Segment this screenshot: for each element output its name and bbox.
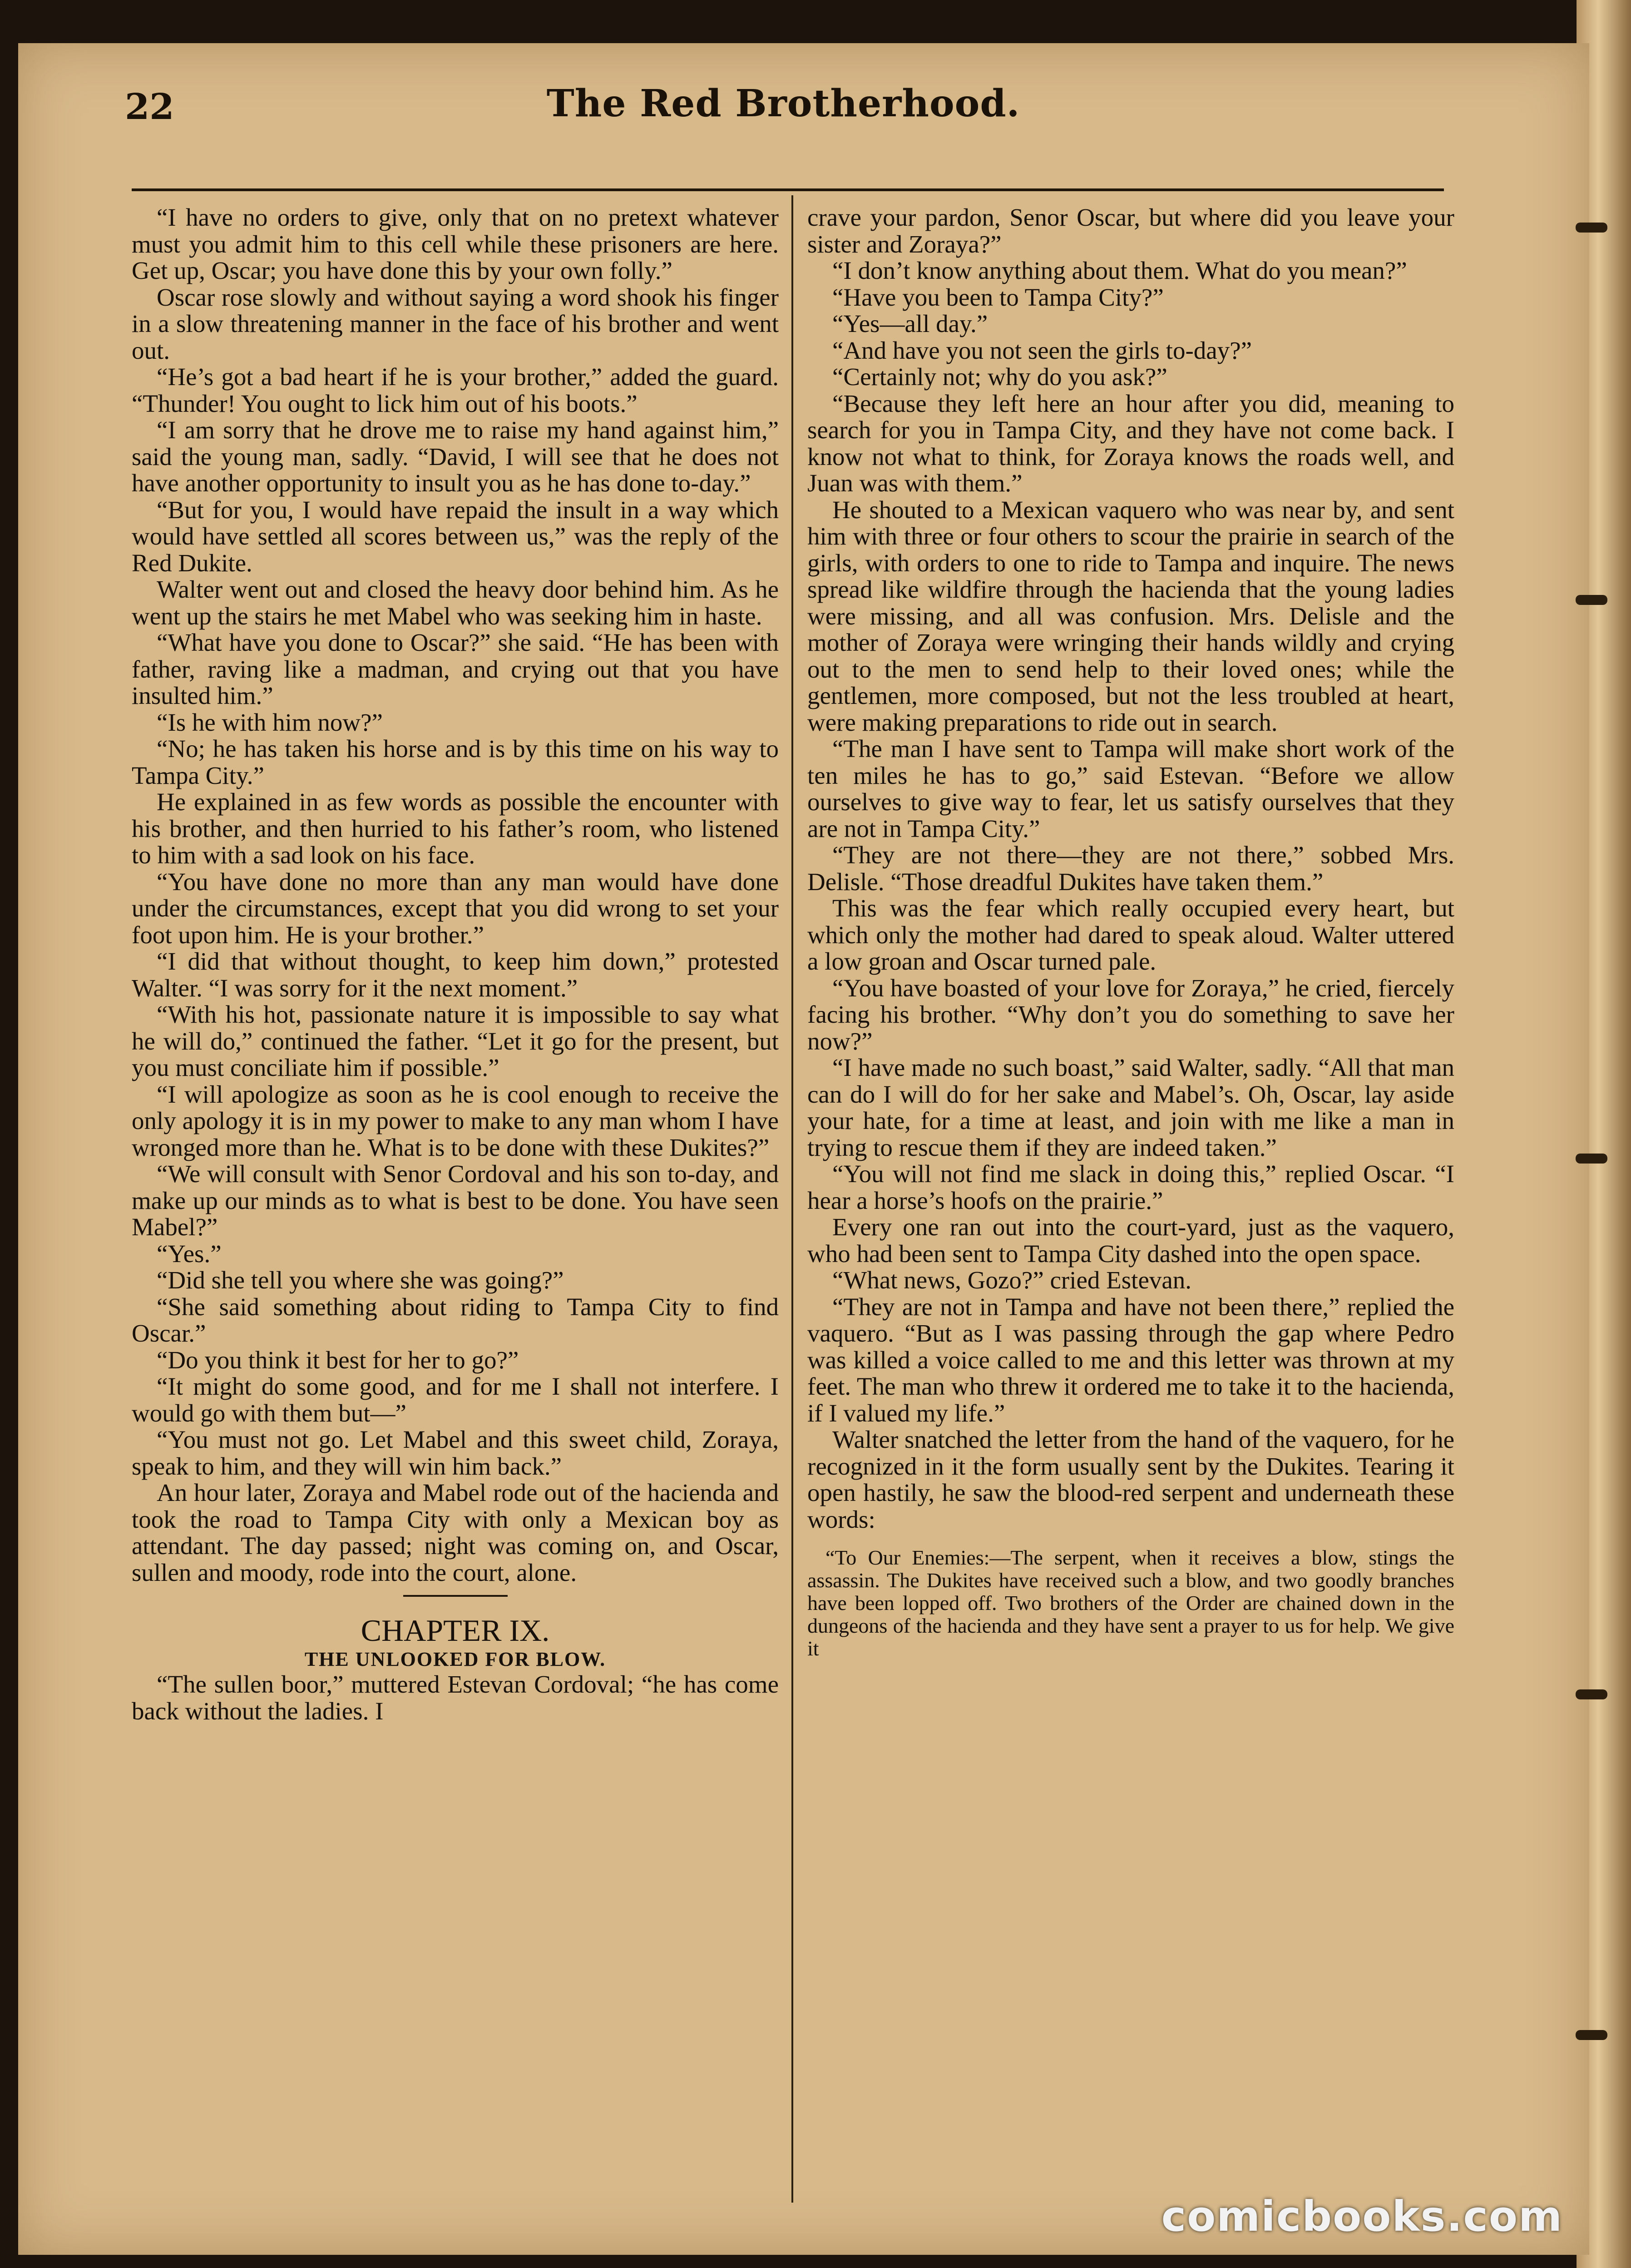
paragraph: “You have done no more than any man would have done under the circumstances, except that you did wrong to set your foot upon him. He is your brother.” — [132, 867, 779, 949]
paragraph: “But for you, I would have repaid the insult in a way which would have settled all scores between us,” was the reply of the Red Dukite. — [132, 495, 779, 577]
column-divider — [791, 195, 793, 2203]
paragraph: “We will consult with Senor Cordoval and his son to-day, and make up our minds as to what is best to be done. You have seen Mabel?” — [132, 1160, 779, 1241]
paragraph: “She said something about riding to Tampa City to find Oscar.” — [132, 1292, 779, 1347]
paragraph: “I have made no such boast,” said Walter, sadly. “All that man can do I will do for her sake and Mabel’s. Oh, Oscar, lay aside your hate, for a time at least, and join with me like a man in trying to rescue them if they are indeed taken.” — [807, 1054, 1454, 1161]
paragraph: “No; he has taken his horse and is by this time on his way to Tampa City.” — [132, 735, 779, 789]
paragraph: “Certainly not; why do you ask?” — [832, 363, 1167, 391]
paragraph: “I will apologize as soon as he is cool enough to receive the only apology it is in my power to make to any man whom I have wronged more than he. What is to be done with these Dukites?” — [132, 1080, 779, 1161]
serpent-letter — [807, 1546, 1454, 1660]
paragraph: “Yes.” — [157, 1239, 222, 1268]
paragraph: “Do you think it best for her to go?” — [157, 1346, 519, 1374]
paragraph: An hour later, Zoraya and Mabel rode out of the hacienda and took the road to Tampa City with only a Mexican boy as attendant. The day passed; night was coming on, and Oscar, sullen and moody, rode into the court, alone. — [132, 1479, 779, 1586]
binding-mark — [1576, 1154, 1607, 1164]
running-title: The Red Brotherhood. — [546, 82, 1020, 125]
paragraph: “Is he with him now?” — [157, 708, 383, 736]
paragraph: “I am sorry that he drove me to raise my hand against him,” said the young man, sadly. “David, I will see that he does not have another opportunity to insult you as he has done to-day.” — [132, 416, 779, 497]
right-column — [807, 204, 1454, 2203]
paragraph: Oscar rose slowly and without saying a word shook his finger in a slow threatening manner in the face of his brother and went out. — [132, 283, 779, 364]
paragraph: He explained in as few words as possible the encounter with his brother, and then hurried to his father’s room, who listened to him with a sad look on his face. — [132, 788, 779, 869]
left-column — [132, 204, 779, 2203]
paragraph: “You have boasted of your love for Zoraya,” he cried, fiercely facing his brother. “Why don’t you do something to save her now?” — [807, 974, 1454, 1055]
paragraph: “The man I have sent to Tampa will make short work of the ten miles he has to go,” said Estevan. “Before we allow ourselves to give way to fear, let us satisfy ourselves that they are not in Tampa City.” — [807, 735, 1454, 842]
paragraph: “You must not go. Let Mabel and this sweet child, Zoraya, speak to him, and they will win him back.” — [132, 1426, 779, 1480]
paragraph: “He’s got a bad heart if he is your brother,” added the guard. “Thunder! You ought to lick him out of his boots.” — [132, 363, 779, 417]
binding-mark — [1576, 595, 1607, 605]
page-header — [125, 82, 1442, 145]
paragraph: “I have no orders to give, only that on no pretext whatever must you admit him to this cell while these prisoners are here. Get up, Oscar; you have done this by your own folly.” — [132, 204, 779, 284]
chapter-number: CHAPTER IX. — [361, 1613, 550, 1648]
paragraph: This was the fear which really occupied every heart, but which only the mother had dared to speak aloud. Walter uttered a low groan and Oscar turned pale. — [807, 894, 1454, 975]
chapter-rule — [403, 1595, 508, 1597]
header-rule — [132, 188, 1444, 191]
paragraph: “They are not in Tampa and have not been there,” replied the vaquero. “But as I was passing through the gap where Pedro was killed a voice called to me and this letter was thrown at my feet. The man who threw it ordered me to take it to the hacienda, if I valued my life.” — [807, 1292, 1454, 1427]
paragraph: “With his hot, passionate nature it is impossible to say what he will do,” continued the father. “Let it go for the present, but you must conciliate him if possible.” — [132, 1000, 779, 1081]
paragraph: “What have you done to Oscar?” she said. “He has been with father, raving like a madman, and crying out that you have insulted him.” — [132, 629, 779, 709]
paragraph: “Have you been to Tampa City?” — [832, 283, 1164, 311]
binding-mark — [1576, 2030, 1607, 2040]
paragraph: “You will not find me slack in doing this,” replied Oscar. “I hear a horse’s hoofs on the prairie.” — [807, 1160, 1454, 1214]
paragraph: Walter snatched the letter from the hand of the vaquero, for he recognized in it the form usually sent by the Dukites. Tearing it open hastily, he saw the blood-red serpent and underneath these words: — [807, 1426, 1454, 1533]
paragraph: “Because they left here an hour after you did, meaning to search for you in Tampa City, and they have not come back. I know not what to think, for Zoraya knows the roads well, and Juan was with them.” — [807, 389, 1454, 497]
watermark: comicbooks.com — [1161, 2192, 1563, 2241]
paragraph: “What news, Gozo?” cried Estevan. — [832, 1266, 1192, 1294]
chapter-title: THE UNLOOKED FOR BLOW. — [304, 1648, 606, 1670]
letter-text: “To Our Enemies:—The serpent, when it receives a blow, stings the assassin. The Dukites have received such a blow, and two goodly branches have been lopped off. Two brothers of the Order are chained down in the dungeons of the hacienda and they have sent a prayer to us for help. We give it — [807, 1546, 1454, 1660]
paragraph: He shouted to a Mexican vaquero who was near by, and sent him with three or four others to scour the prairie in search of the girls, with orders to one to ride to Tampa and inquire. The news spread like wildfire through the hacienda that the young ladies were missing, and all was confusion. Mrs. Delisle and the mother of Zoraya were wringing their hands wildly and crying out to the men to send help to their loved ones; while the gentlemen, more composed, but not the less troubled at heart, were making preparations to ride out in search. — [807, 495, 1454, 736]
paragraph: Every one ran out into the court-yard, just as the vaquero, who had been sent to Tampa City dashed into the open space. — [807, 1213, 1454, 1268]
paragraph: “I don’t know anything about them. What do you mean?” — [832, 257, 1407, 284]
paragraph: “They are not there—they are not there,” sobbed Mrs. Delisle. “Those dreadful Dukites have taken them.” — [807, 841, 1454, 896]
paragraph: crave your pardon, Senor Oscar, but where did you leave your sister and Zoraya?” — [807, 204, 1454, 258]
paragraph: “And have you not seen the girls to-day?” — [832, 336, 1252, 364]
binding-mark — [1576, 223, 1607, 233]
page-number: 22 — [125, 86, 174, 128]
paragraph: “Yes—all day.” — [832, 310, 988, 337]
chapter-opening: “The sullen boor,” muttered Estevan Cordoval; “he has come back without the ladies. I — [132, 1670, 779, 1725]
paragraph: “Did she tell you where she was going?” — [157, 1266, 564, 1294]
paragraph: “It might do some good, and for me I shall not interfere. I would go with them but—” — [132, 1372, 779, 1427]
binding-mark — [1576, 1689, 1607, 1699]
paragraph: “I did that without thought, to keep him down,” protested Walter. “I was sorry for it the next moment.” — [132, 947, 779, 1002]
paragraph: Walter went out and closed the heavy door behind him. As he went up the stairs he met Mabel who was seeking him in haste. — [132, 575, 779, 630]
